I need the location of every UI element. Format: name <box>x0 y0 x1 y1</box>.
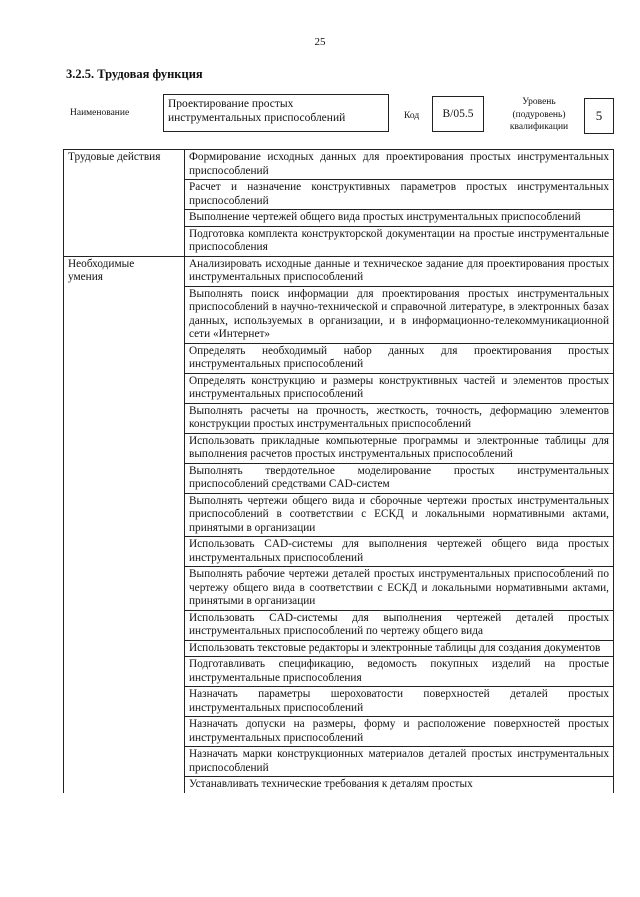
labor-action-item: Подготовка комплекта конструкторской документации на простые инструментальные приспособления <box>185 226 614 256</box>
page-number: 25 <box>314 36 326 48</box>
labor-action-item: Выполнение чертежей общего вида простых инструментальных приспособлений <box>185 210 614 227</box>
skill-item: Выполнять чертежи общего вида и сборочные чертежи простых инструментальных приспособлений в соответствии с ЕСКД и локальными нормативными актами, принятыми в организации <box>185 493 614 537</box>
name-label: Наименование <box>70 108 130 118</box>
section-title: 3.2.5. Трудовая функция <box>66 67 203 81</box>
qualification-level-label <box>502 96 576 134</box>
skill-item: Выполнять твердотельное моделирование простых инструментальных приспособлений средствами CAD-систем <box>185 463 614 493</box>
skill-item: Выполнять расчеты на прочность, жесткость, точность, деформацию элементов конструкции простых инструментальных приспособлений <box>185 403 614 433</box>
skills-label-line1: Необходимые <box>68 257 135 270</box>
skills-label <box>64 256 185 793</box>
skill-item: Определять необходимый набор данных для проектирования простых инструментальных приспособлений <box>185 343 614 373</box>
function-code-box: В/05.5 <box>432 96 484 132</box>
table-row <box>64 256 614 286</box>
skills-label-line2: умения <box>68 271 103 283</box>
table-row <box>64 150 614 180</box>
skill-item: Определять конструкцию и размеры конструктивных частей и элементов простых инструментальных приспособлений <box>185 373 614 403</box>
skill-item: Подготавливать спецификацию, ведомость покупных изделий на простые инструментальные приспособления <box>185 657 614 687</box>
skill-item: Использовать CAD-системы для выполнения чертежей деталей простых инструментальных приспособлений по чертежу общего вида <box>185 610 614 640</box>
labor-actions-label: Трудовые действия <box>64 150 185 257</box>
skill-item: Использовать прикладные компьютерные программы и электронные таблицы для выполнения расчетов простых инструментальных приспособлений <box>185 433 614 463</box>
skill-item: Выполнять рабочие чертежи деталей простых инструментальных приспособлений по чертежу общего вида в соответствии с ЕСКД и локальными нормативными актами, принятыми в организации <box>185 567 614 611</box>
labor-action-item: Расчет и назначение конструктивных параметров простых инструментальных приспособлений <box>185 180 614 210</box>
skill-item: Устанавливать технические требования к деталям простых <box>185 777 614 793</box>
level-label-line3: квалификации <box>509 122 569 132</box>
skill-item: Анализировать исходные данные и техническое задание для проектирования простых инструментальных приспособлений <box>185 256 614 286</box>
qualification-level-box: 5 <box>584 98 614 134</box>
labor-action-item: Формирование исходных данных для проектирования простых инструментальных приспособлений <box>185 150 614 180</box>
function-name-box: Проектирование простых инструментальных приспособлений <box>163 94 389 132</box>
level-label-line1: Уровень <box>522 97 556 107</box>
skill-item: Назначать допуски на размеры, форму и расположение поверхностей простых инструментальных приспособлений <box>185 717 614 747</box>
skill-item: Использовать CAD-системы для выполнения чертежей общего вида простых инструментальных приспособлений <box>185 537 614 567</box>
skill-item: Назначать параметры шероховатости поверхностей деталей простых инструментальных приспособлений <box>185 687 614 717</box>
skill-item: Выполнять поиск информации для проектирования простых инструментальных приспособлений в научно-технической и справочной литературе, в электронных базах данных, используемых в организации, и в информационно-телекоммуникационной сети «Интернет» <box>185 286 614 343</box>
skill-item: Назначать марки конструкционных материалов деталей простых инструментальных приспособлений <box>185 747 614 777</box>
level-label-line2: (подуровень) <box>512 109 566 120</box>
skill-item: Использовать текстовые редакторы и электронные таблицы для создания документов <box>185 640 614 657</box>
code-label: Код <box>404 111 420 121</box>
labor-function-table <box>63 149 614 793</box>
